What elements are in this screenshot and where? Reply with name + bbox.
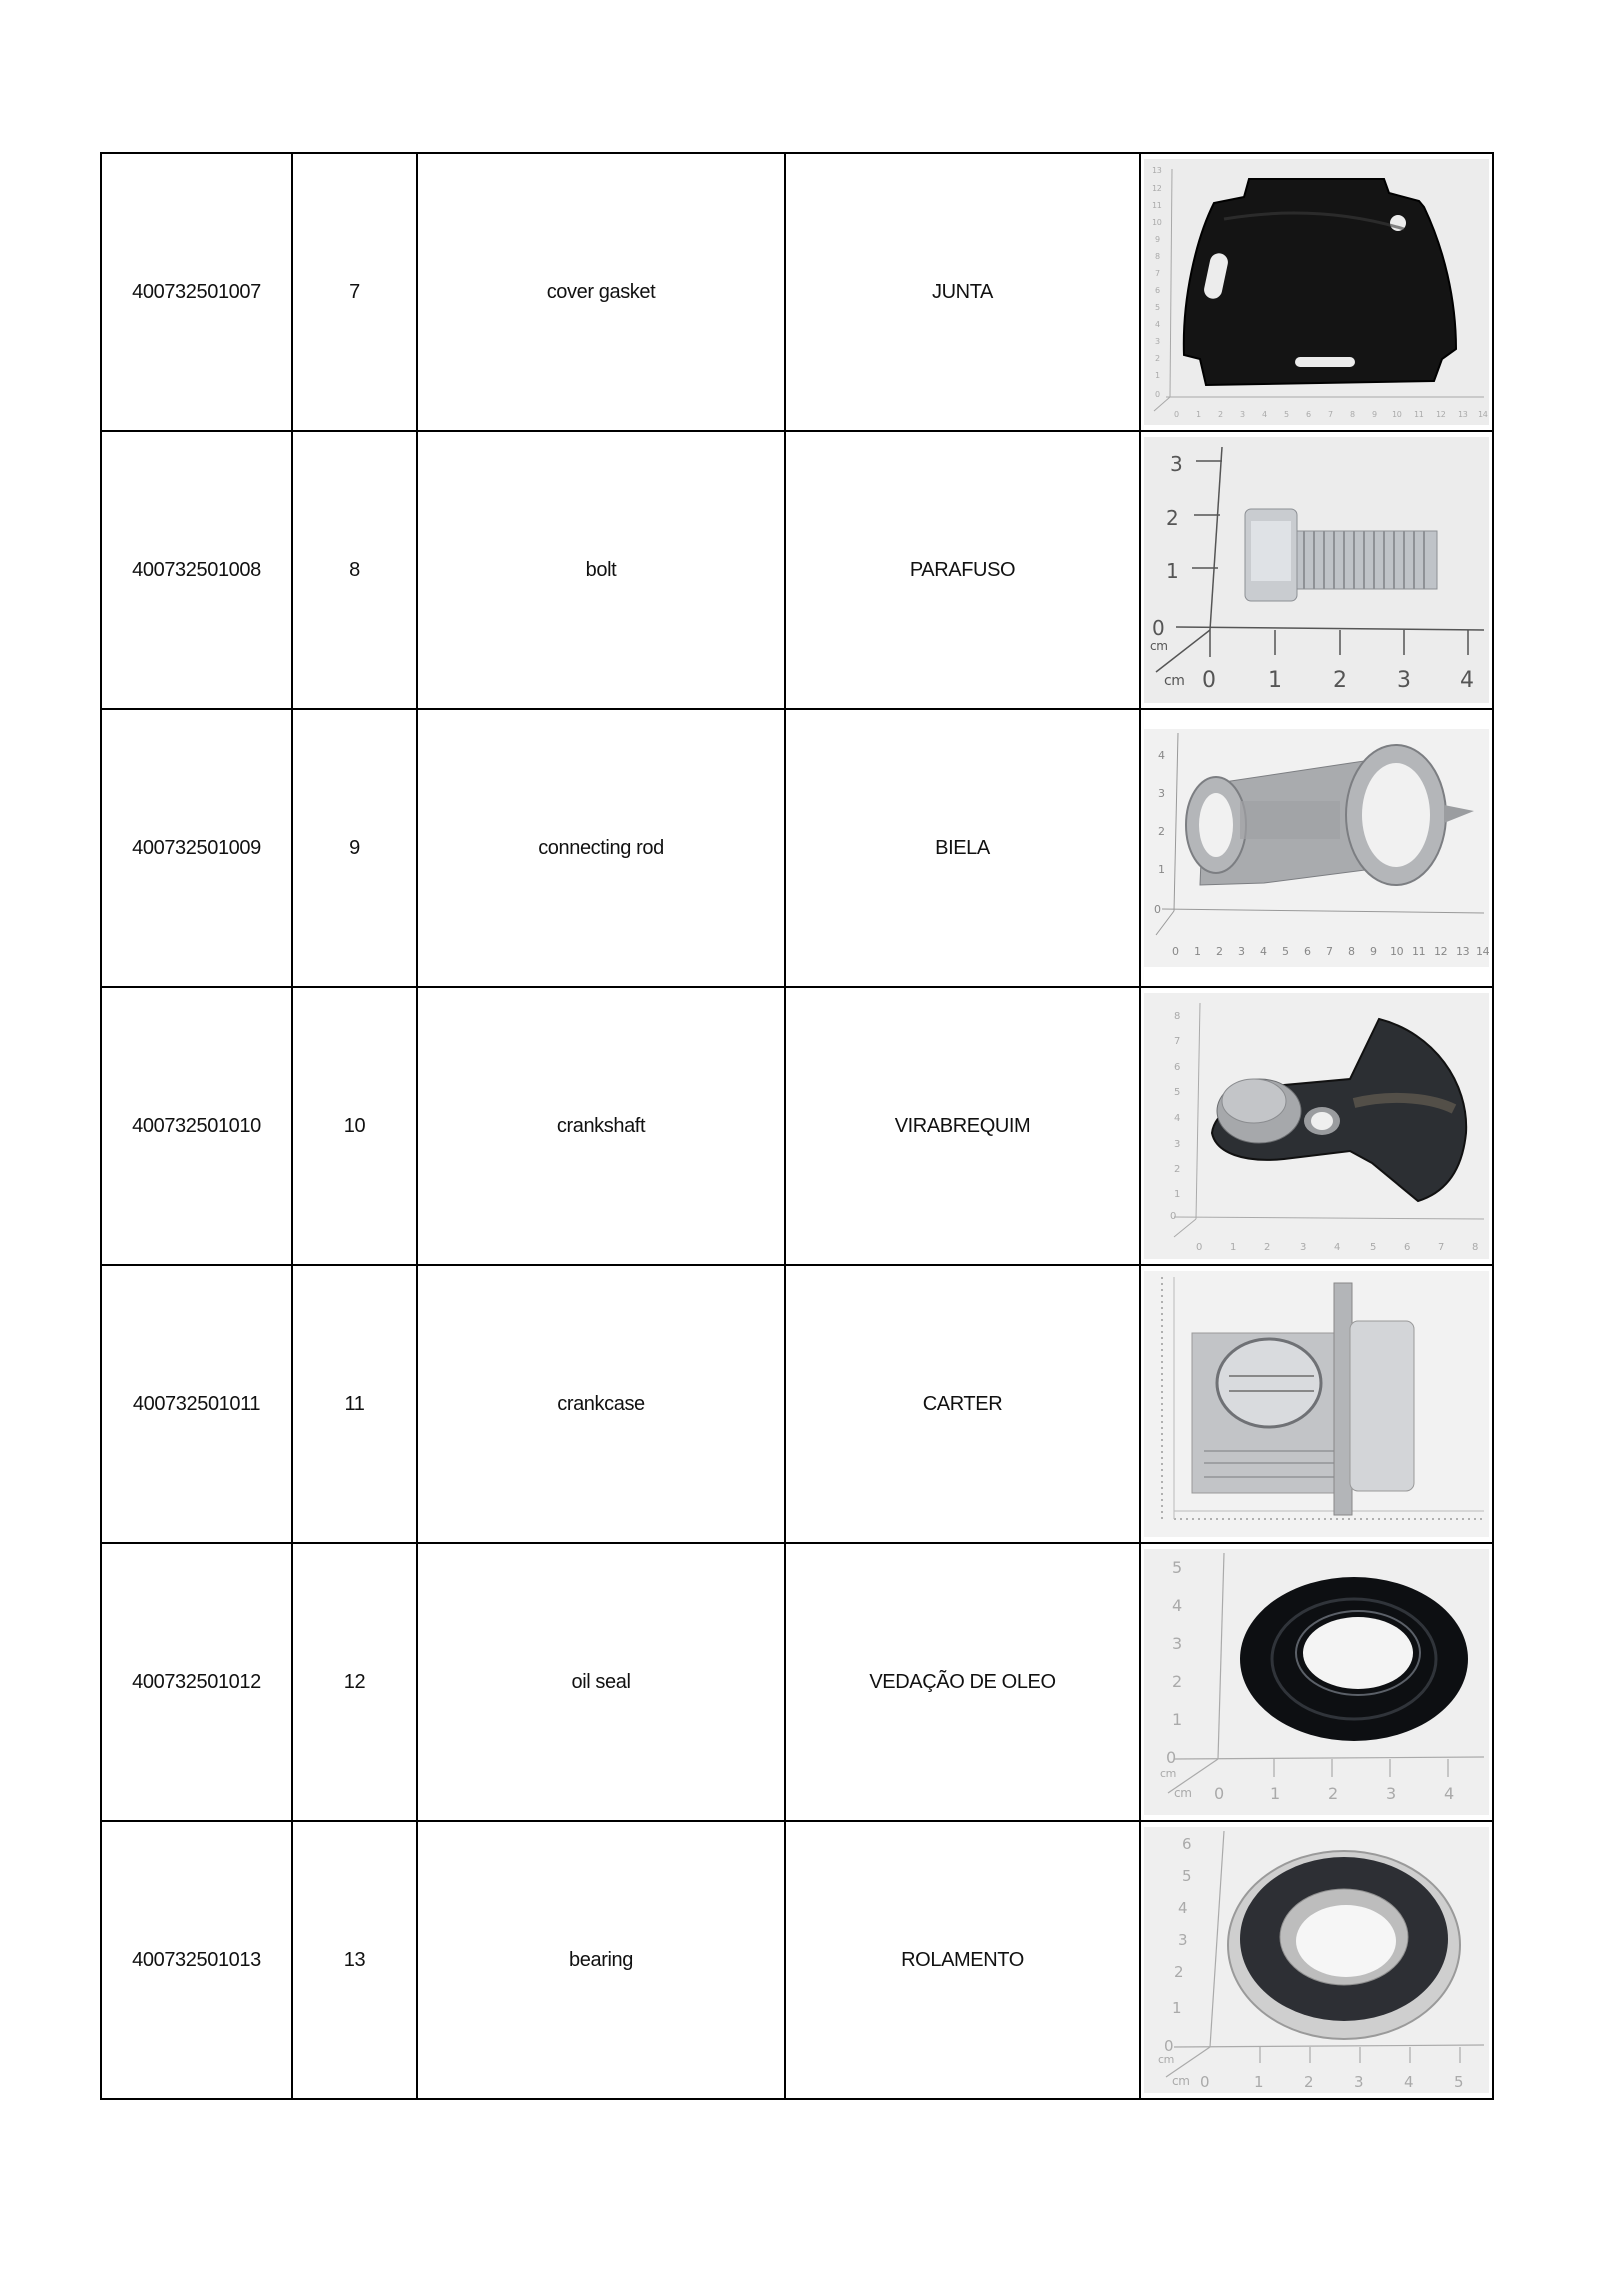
svg-text:7: 7	[1328, 410, 1333, 419]
part-number: 400732501011	[101, 1265, 292, 1543]
svg-text:2: 2	[1174, 1963, 1184, 1981]
part-number: 400732501012	[101, 1543, 292, 1821]
svg-text:1: 1	[1268, 668, 1282, 693]
svg-text:3: 3	[1240, 410, 1245, 419]
part-name-english: crankcase	[417, 1265, 785, 1543]
svg-text:4: 4	[1178, 1899, 1188, 1917]
svg-text:3: 3	[1397, 668, 1411, 693]
part-photo-cell	[1140, 987, 1493, 1265]
position-number: 13	[292, 1821, 417, 2099]
svg-text:3: 3	[1158, 787, 1165, 800]
svg-text:12: 12	[1434, 945, 1448, 958]
part-photo-cell	[1140, 153, 1493, 431]
part-name-portuguese: CARTER	[785, 1265, 1140, 1543]
svg-text:1: 1	[1270, 1784, 1280, 1803]
svg-text:6: 6	[1155, 286, 1160, 295]
svg-text:0: 0	[1200, 2073, 1210, 2091]
position-number: 9	[292, 709, 417, 987]
svg-text:0: 0	[1196, 1242, 1202, 1253]
svg-text:3: 3	[1172, 1634, 1182, 1653]
position-number: 10	[292, 987, 417, 1265]
svg-text:6: 6	[1304, 945, 1311, 958]
part-number: 400732501007	[101, 153, 292, 431]
svg-text:5: 5	[1172, 1558, 1182, 1577]
part-name-portuguese: VEDAÇÃO DE OLEO	[785, 1543, 1140, 1821]
svg-text:6: 6	[1404, 1242, 1410, 1253]
svg-text:2: 2	[1328, 1784, 1338, 1803]
svg-text:3: 3	[1354, 2073, 1364, 2091]
svg-text:5: 5	[1454, 2073, 1464, 2091]
svg-text:5: 5	[1155, 303, 1160, 312]
svg-text:1: 1	[1172, 1710, 1182, 1729]
part-photo-cell	[1140, 1543, 1493, 1821]
table-row	[101, 1821, 1493, 2099]
svg-text:0: 0	[1166, 1748, 1176, 1767]
svg-text:6: 6	[1182, 1835, 1192, 1853]
svg-text:cm: cm	[1158, 2053, 1174, 2066]
svg-text:2: 2	[1158, 825, 1165, 838]
svg-text:7: 7	[1326, 945, 1333, 958]
svg-text:8: 8	[1155, 252, 1160, 261]
svg-text:5: 5	[1174, 1087, 1180, 1098]
part-name-portuguese: VIRABREQUIM	[785, 987, 1140, 1265]
table-row	[101, 1543, 1493, 1821]
svg-text:4: 4	[1260, 945, 1267, 958]
part-name-english: connecting rod	[417, 709, 785, 987]
svg-text:7: 7	[1155, 269, 1160, 278]
svg-text:12: 12	[1436, 410, 1446, 419]
part-number: 400732501013	[101, 1821, 292, 2099]
svg-text:2: 2	[1155, 354, 1160, 363]
svg-text:4: 4	[1172, 1596, 1182, 1615]
part-photo-cell	[1140, 1265, 1493, 1543]
svg-text:3: 3	[1170, 452, 1183, 476]
part-name-portuguese: BIELA	[785, 709, 1140, 987]
svg-text:1: 1	[1158, 863, 1165, 876]
svg-text:3: 3	[1155, 337, 1160, 346]
part-name-english: cover gasket	[417, 153, 785, 431]
svg-text:1: 1	[1174, 1189, 1180, 1200]
svg-text:11: 11	[1152, 201, 1162, 210]
svg-text:1: 1	[1172, 1999, 1182, 2017]
svg-text:11: 11	[1412, 945, 1426, 958]
part-number: 400732501010	[101, 987, 292, 1265]
svg-text:0: 0	[1174, 410, 1179, 419]
svg-text:8: 8	[1348, 945, 1355, 958]
svg-text:8: 8	[1174, 1011, 1180, 1022]
svg-text:0: 0	[1155, 390, 1160, 399]
svg-text:1: 1	[1254, 2073, 1264, 2091]
svg-text:cm: cm	[1150, 639, 1168, 653]
svg-text:7: 7	[1438, 1242, 1444, 1253]
crankshaft-photo	[1144, 993, 1489, 1259]
svg-text:14: 14	[1476, 945, 1489, 958]
part-number: 400732501009	[101, 709, 292, 987]
bearing-photo	[1144, 1827, 1489, 2093]
crankcase-photo	[1144, 1271, 1489, 1537]
svg-text:13: 13	[1152, 166, 1162, 175]
table-row	[101, 153, 1493, 431]
table-row	[101, 1265, 1493, 1543]
position-number: 12	[292, 1543, 417, 1821]
svg-text:cm: cm	[1160, 1767, 1176, 1780]
svg-text:13: 13	[1456, 945, 1470, 958]
svg-text:2: 2	[1174, 1164, 1180, 1175]
svg-text:3: 3	[1238, 945, 1245, 958]
svg-text:5: 5	[1282, 945, 1289, 958]
table-row	[101, 709, 1493, 987]
svg-text:6: 6	[1306, 410, 1311, 419]
svg-text:11: 11	[1414, 410, 1424, 419]
svg-text:9: 9	[1372, 410, 1377, 419]
svg-text:5: 5	[1370, 1242, 1376, 1253]
connecting-rod-photo	[1144, 715, 1489, 981]
part-name-english: bearing	[417, 1821, 785, 2099]
part-name-portuguese: JUNTA	[785, 153, 1140, 431]
svg-text:4: 4	[1155, 320, 1160, 329]
svg-text:cm: cm	[1164, 673, 1185, 689]
part-photo-cell	[1140, 709, 1493, 987]
svg-text:9: 9	[1155, 235, 1160, 244]
svg-text:3: 3	[1386, 1784, 1396, 1803]
spare-parts-table	[100, 152, 1494, 2100]
svg-text:2: 2	[1264, 1242, 1270, 1253]
svg-text:7: 7	[1174, 1036, 1180, 1047]
svg-text:14: 14	[1478, 410, 1488, 419]
svg-text:12: 12	[1152, 184, 1162, 193]
svg-text:1: 1	[1166, 559, 1179, 583]
svg-text:3: 3	[1300, 1242, 1306, 1253]
svg-text:0: 0	[1202, 668, 1216, 693]
svg-text:1: 1	[1196, 410, 1201, 419]
svg-text:13: 13	[1458, 410, 1468, 419]
part-photo-cell	[1140, 431, 1493, 709]
position-number: 7	[292, 153, 417, 431]
svg-text:4: 4	[1404, 2073, 1414, 2091]
part-name-english: bolt	[417, 431, 785, 709]
svg-text:3: 3	[1178, 1931, 1188, 1949]
svg-text:0: 0	[1214, 1784, 1224, 1803]
svg-text:2: 2	[1218, 410, 1223, 419]
position-number: 8	[292, 431, 417, 709]
svg-text:9: 9	[1370, 945, 1377, 958]
svg-text:cm: cm	[1174, 1786, 1192, 1800]
position-number: 11	[292, 1265, 417, 1543]
svg-text:8: 8	[1472, 1242, 1478, 1253]
svg-text:4: 4	[1334, 1242, 1340, 1253]
oil-seal-photo	[1144, 1549, 1489, 1815]
svg-text:4: 4	[1174, 1113, 1180, 1124]
svg-text:0: 0	[1164, 2037, 1174, 2055]
svg-text:8: 8	[1350, 410, 1355, 419]
svg-text:0: 0	[1172, 945, 1179, 958]
svg-text:0: 0	[1154, 903, 1161, 916]
part-name-portuguese: ROLAMENTO	[785, 1821, 1140, 2099]
table-row	[101, 987, 1493, 1265]
part-number: 400732501008	[101, 431, 292, 709]
svg-text:2: 2	[1166, 506, 1179, 530]
svg-text:5: 5	[1284, 410, 1289, 419]
part-photo-cell	[1140, 1821, 1493, 2099]
svg-text:1: 1	[1194, 945, 1201, 958]
svg-text:4: 4	[1158, 749, 1165, 762]
svg-text:3: 3	[1174, 1139, 1180, 1150]
svg-text:4: 4	[1444, 1784, 1454, 1803]
svg-text:4: 4	[1262, 410, 1267, 419]
svg-text:cm: cm	[1172, 2074, 1190, 2088]
svg-text:4: 4	[1460, 668, 1474, 693]
svg-text:10: 10	[1390, 945, 1404, 958]
svg-text:0: 0	[1170, 1211, 1176, 1222]
svg-text:2: 2	[1172, 1672, 1182, 1691]
svg-text:1: 1	[1155, 371, 1160, 380]
svg-text:5: 5	[1182, 1867, 1192, 1885]
svg-text:10: 10	[1152, 218, 1162, 227]
cover-gasket-photo	[1144, 159, 1489, 425]
part-name-english: oil seal	[417, 1543, 785, 1821]
table-row	[101, 431, 1493, 709]
svg-text:0: 0	[1152, 616, 1165, 640]
svg-text:1: 1	[1230, 1242, 1236, 1253]
svg-text:10: 10	[1392, 410, 1402, 419]
bolt-photo	[1144, 437, 1489, 703]
part-name-portuguese: PARAFUSO	[785, 431, 1140, 709]
svg-text:2: 2	[1304, 2073, 1314, 2091]
svg-text:2: 2	[1333, 668, 1347, 693]
part-name-english: crankshaft	[417, 987, 785, 1265]
svg-text:6: 6	[1174, 1062, 1180, 1073]
svg-text:2: 2	[1216, 945, 1223, 958]
